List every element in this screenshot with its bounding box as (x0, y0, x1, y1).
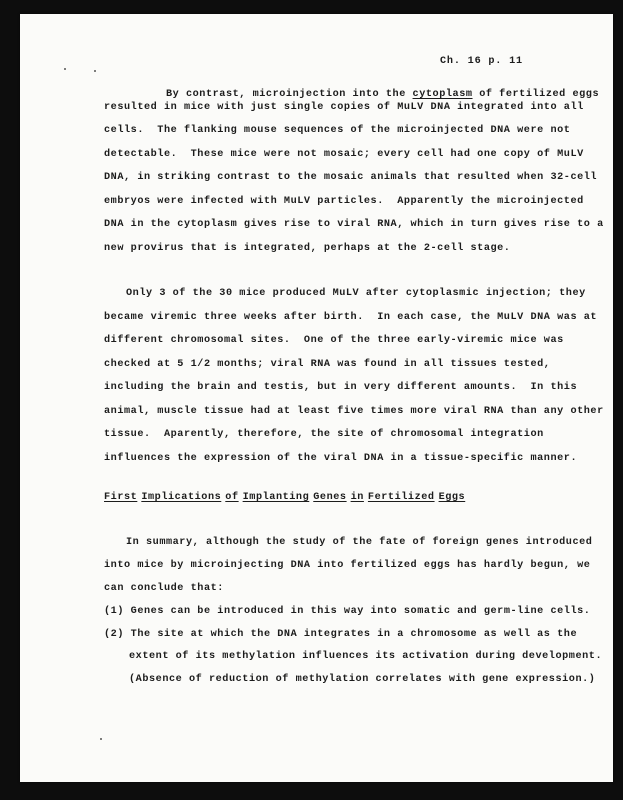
paragraph-line: animal, muscle tissue had at least five times more viral RNA than any other (104, 405, 604, 417)
paragraph-line: can conclude that: (104, 583, 224, 594)
list-item-continuation: (Absence of reduction of methylation correlates with gene expression.) (129, 673, 596, 685)
heading-word: Eggs (438, 492, 466, 503)
list-item-text: Genes can be introduced in this way into somatic and germ-line cells. (130, 606, 591, 617)
heading-word: of (225, 492, 239, 503)
list-item-1 (104, 606, 590, 617)
heading-word: Implications (141, 492, 222, 503)
margin-speck (94, 70, 96, 72)
heading-word: in (350, 492, 364, 503)
list-marker: (2) (104, 628, 124, 640)
paragraph-line: influences the expression of the viral DNA in a tissue-specific manner. (104, 452, 578, 464)
paragraph-line: new provirus that is integrated, perhaps at the 2-cell stage. (104, 242, 511, 254)
line-text: By contrast, microinjection into the (165, 89, 413, 100)
paragraph-line: DNA, in striking contrast to the mosaic animals that resulted when 32-cell (104, 172, 598, 183)
page-number: Ch. 16 p. 11 (440, 56, 523, 67)
paragraph-line: checked at 5 1/2 months; viral RNA was found in all tissues tested, (104, 358, 551, 370)
paragraph-line: DNA in the cytoplasm gives rise to viral RNA, which in turn gives rise to a (104, 219, 604, 230)
paragraph-line: into mice by microinjecting DNA into fertilized eggs has hardly begun, we (104, 560, 591, 571)
paragraph-line: resulted in mice with just single copies of MuLV DNA integrated into all (104, 101, 584, 113)
heading-word: Genes (313, 492, 347, 503)
heading-word: Fertilized (367, 492, 435, 503)
list-item-continuation: extent of its methylation influences its activation during development. (129, 651, 603, 662)
paragraph-line: tissue. Aparently, therefore, the site of chromosomal integration (104, 429, 544, 440)
paragraph-line: In summary, although the study of the fate of foreign genes introduced (126, 537, 593, 548)
list-marker: (1) (104, 606, 124, 617)
list-item-text: The site at which the DNA integrates in a chromosome as well as the (130, 628, 578, 640)
paragraph-line: different chromosomal sites. One of the three early-viremic mice was (104, 335, 564, 346)
document-page (20, 14, 613, 782)
list-item-2 (104, 629, 577, 640)
margin-speck (100, 738, 102, 740)
heading-word: Implanting (242, 492, 310, 503)
paragraph-line: detectable. These mice were not mosaic; every cell had one copy of MuLV (104, 148, 584, 160)
section-heading (104, 492, 465, 503)
paragraph-line: embryos were infected with MuLV particles. Apparently the microinjected (104, 195, 584, 207)
paragraph-line: cells. The flanking mouse sequences of the microinjected DNA were not (104, 125, 571, 136)
paragraph-line: including the brain and testis, but in very different amounts. In this (104, 382, 578, 393)
line-text: of fertilized eggs (472, 89, 600, 100)
paragraph-line: Only 3 of the 30 mice produced MuLV after cytoplasmic injection; they (126, 288, 586, 299)
paragraph-line: became viremic three weeks after birth. In each case, the MuLV DNA was at (104, 311, 598, 323)
margin-speck (64, 68, 66, 70)
emphasized-word: cytoplasm (412, 89, 473, 100)
heading-word: First (104, 492, 138, 503)
